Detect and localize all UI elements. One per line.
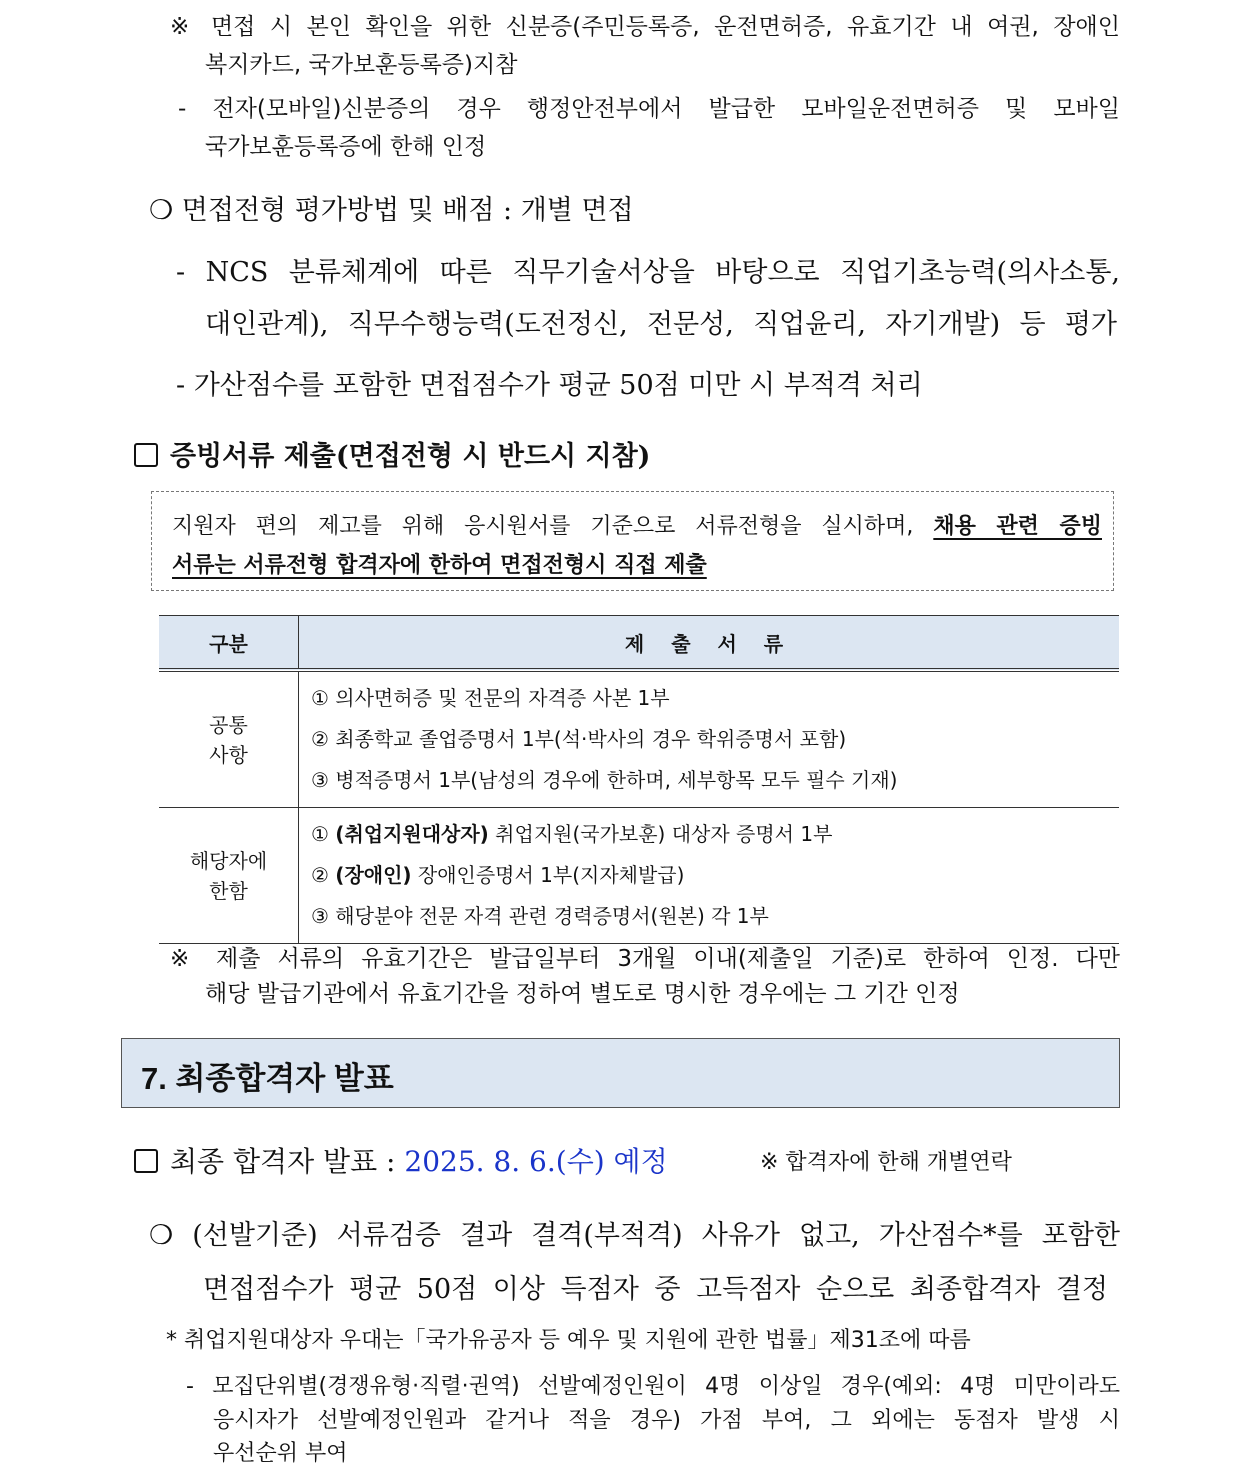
documents-table bbox=[159, 615, 1119, 944]
item-bold-label: (장애인) bbox=[335, 863, 412, 887]
mobile-id-line2: 국가보훈등록증에 한해 인정 bbox=[205, 134, 487, 160]
common-label-2: 사항 bbox=[209, 742, 248, 767]
common-items-cell bbox=[299, 670, 1120, 808]
validity-line2: 해당 발급기관에서 유효기간을 정하여 별도로 명시한 경우에는 그 기간 인정 bbox=[205, 981, 960, 1007]
mobile-id-line1: - 전자(모바일)신분증의 경우 행정안전부에서 발급한 모바일운전면허증 및 모바일 bbox=[178, 96, 1120, 122]
notice-box-plain: 지원자 편의 제고를 위해 응시원서를 기준으로 서류전형을 실시하며, bbox=[172, 514, 934, 539]
section-7-title: 7. 최종합격자 발표 bbox=[141, 1061, 394, 1096]
announcement-line bbox=[134, 1140, 668, 1180]
applicable-label-2: 한함 bbox=[209, 878, 248, 903]
section-7-header bbox=[121, 1038, 1120, 1108]
notice-box-emphasis-2: 서류는 서류전형 합격자에 한하여 면접전형시 직접 제출 bbox=[172, 553, 707, 578]
list-item bbox=[311, 896, 1119, 937]
item-text: 해당분야 전문 자격 관련 경력증명서(원본) 각 1부 bbox=[335, 904, 769, 928]
item-number: ③ bbox=[311, 904, 329, 928]
common-label-1: 공통 bbox=[209, 712, 248, 737]
bonus-line2: 응시자가 선발예정인원과 같거나 적을 경우) 가점 부여, 그 외에는 동점자 발생 시 bbox=[213, 1408, 1120, 1433]
applicable-category-cell bbox=[159, 808, 299, 944]
item-number: ① bbox=[311, 822, 329, 846]
table-header-row bbox=[159, 616, 1119, 671]
checkbox-square-icon bbox=[134, 1149, 158, 1173]
table-header-documents: 제 출 서 류 bbox=[299, 616, 1120, 671]
applicable-items-cell bbox=[299, 808, 1120, 944]
interview-method-heading: ❍ 면접전형 평가방법 및 배점 : 개별 면접 bbox=[149, 195, 634, 226]
item-number: ② bbox=[311, 863, 329, 887]
item-bold-label: (취업지원대상자) bbox=[335, 822, 489, 846]
table-row bbox=[159, 670, 1119, 808]
bonus-line1: - 모집단위별(경쟁유형·직렬·권역) 선발예정인원이 4명 이상일 경우(예외: 4명 미만이라도 bbox=[186, 1374, 1120, 1399]
list-item: ③ 병적증명서 1부(남성의 경우에 한하며, 세부항목 모두 필수 기재) bbox=[311, 768, 898, 792]
ncs-line2: 대인관계), 직무수행능력(도전정신, 전문성, 직업윤리, 자기개발) 등 평가 bbox=[205, 309, 1117, 340]
checkbox-square-icon bbox=[134, 443, 158, 467]
ncs-line1: - NCS 분류체계에 따른 직무기술서상을 바탕으로 직업기초능력(의사소통, bbox=[176, 257, 1120, 288]
validity-line1: ※ 제출 서류의 유효기간은 발급일부터 3개월 이내(제출일 기준)로 한하여 인정. 다만 bbox=[170, 946, 1120, 972]
documents-heading-text: 증빙서류 제출(면접전형 시 반드시 지참) bbox=[170, 441, 651, 472]
item-text: 장애인증명서 1부(지자체발급) bbox=[411, 863, 685, 887]
announcement-note: ※ 합격자에 한해 개별연락 bbox=[760, 1150, 1012, 1175]
fail-line: - 가산점수를 포함한 면접점수가 평균 50점 미만 시 부적격 처리 bbox=[176, 370, 923, 401]
table-header-category: 구분 bbox=[159, 616, 299, 671]
footnote: * 취업지원대상자 우대는「국가유공자 등 예우 및 지원에 관한 법률」제31조에 따름 bbox=[166, 1328, 971, 1353]
bonus-line3: 우선순위 부여 bbox=[213, 1441, 348, 1466]
notice-box-line1 bbox=[172, 509, 1102, 540]
announcement-label: 최종 합격자 발표 : bbox=[170, 1145, 405, 1178]
notice-box-line2 bbox=[172, 548, 707, 579]
list-item: ② 최종학교 졸업증명서 1부(석·박사의 경우 학위증명서 포함) bbox=[311, 727, 847, 751]
common-category-cell bbox=[159, 670, 299, 808]
documents-heading bbox=[134, 434, 650, 473]
criteria-line2: 면접점수가 평균 50점 이상 득점자 중 고득점자 순으로 최종합격자 결정 bbox=[203, 1274, 1108, 1305]
id-note-line1: ※ 면접 시 본인 확인을 위한 신분증(주민등록증, 운전면허증, 유효기간 내 여권, 장애인 bbox=[170, 14, 1120, 40]
criteria-line1: ❍ (선발기준) 서류검증 결과 결격(부적격) 사유가 없고, 가산점수*를 포함한 bbox=[149, 1220, 1120, 1251]
table-row bbox=[159, 808, 1119, 944]
list-item: ① 의사면허증 및 전문의 자격증 사본 1부 bbox=[311, 686, 670, 710]
notice-box-emphasis-1: 채용 관련 증빙 bbox=[933, 514, 1102, 539]
id-note-line2: 복지카드, 국가보훈등록증)지참 bbox=[205, 52, 518, 78]
list-item bbox=[311, 855, 1119, 896]
item-text: 취업지원(국가보훈) 대상자 증명서 1부 bbox=[488, 822, 833, 846]
announcement-date: 2025. 8. 6.(수) 예정 bbox=[404, 1145, 668, 1178]
list-item bbox=[311, 814, 1119, 855]
applicable-label-1: 해당자에 bbox=[189, 848, 268, 873]
